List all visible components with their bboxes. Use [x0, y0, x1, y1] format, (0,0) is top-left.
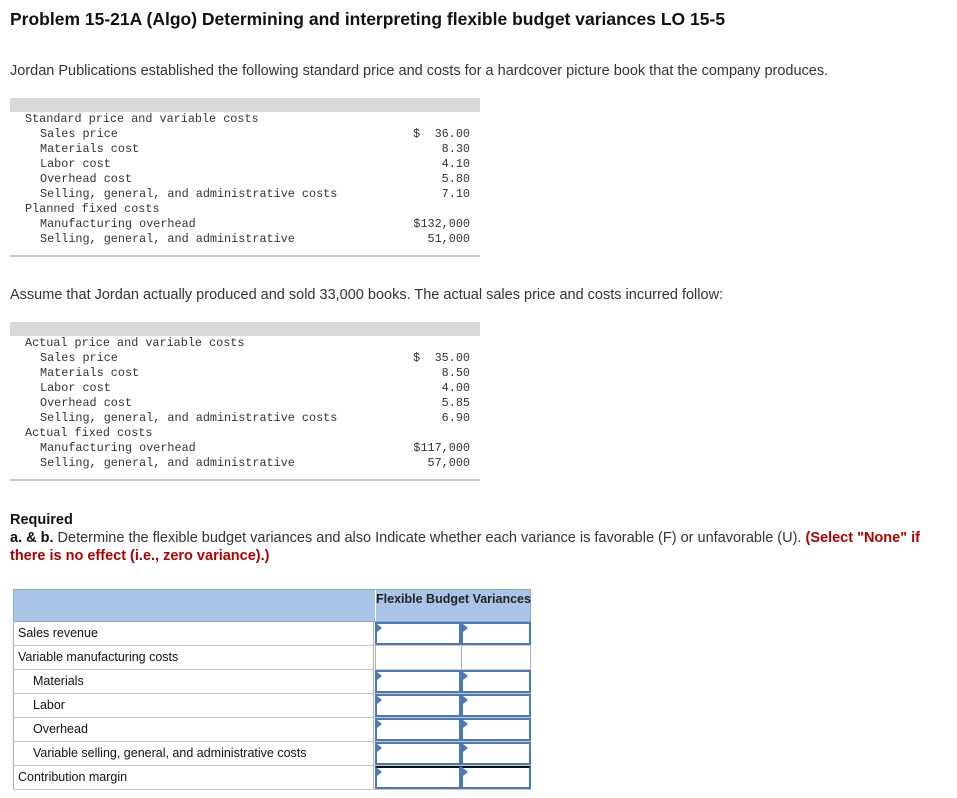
data-row — [10, 187, 480, 202]
data-row — [10, 351, 480, 366]
answer-row-label: Overhead — [13, 718, 374, 741]
row-label: Labor cost — [40, 157, 111, 171]
row-label: Selling, general, and administrative — [40, 456, 295, 470]
row-value: 5.80 — [441, 172, 470, 186]
answer-row — [13, 670, 531, 694]
data-row — [10, 396, 480, 411]
answer-row — [13, 694, 531, 718]
row-label: Sales price — [40, 351, 118, 365]
variance-type-select[interactable] — [461, 742, 531, 765]
answer-rows — [13, 622, 531, 790]
actual-costs-table — [10, 322, 480, 481]
variance-amount-input[interactable] — [375, 766, 461, 789]
row-label: Selling, general, and administrative costs — [40, 187, 338, 201]
currency-symbol: $ — [413, 351, 421, 365]
variance-type-select[interactable] — [461, 766, 531, 789]
table-header-band — [10, 322, 480, 336]
row-value: 57,000 — [427, 456, 470, 470]
row-value: $132,000 — [413, 217, 470, 231]
row-label: Overhead cost — [40, 396, 133, 410]
row-value: 8.30 — [441, 142, 470, 156]
instruction-text: Determine the flexible budget variances and also Indicate whether each variance is favorable (F) or unfavorable (U). — [53, 530, 806, 546]
row-label: Labor cost — [40, 381, 111, 395]
standard-costs-body — [10, 112, 480, 257]
row-label: Overhead cost — [40, 172, 133, 186]
table-header-band — [10, 98, 480, 112]
data-row — [10, 172, 480, 187]
actual-costs-body — [10, 336, 480, 481]
data-row — [10, 127, 480, 142]
row-label: Selling, general, and administrative — [40, 232, 295, 246]
variance-amount-input[interactable] — [375, 670, 461, 693]
problem-title: Problem 15-21A (Algo) Determining and interpreting flexible budget variances LO 15-5 — [10, 9, 726, 29]
column-header-flexible-budget-variances: Flexible Budget Variances — [375, 590, 531, 621]
variance-amount-input[interactable] — [375, 694, 461, 717]
variance-type-select[interactable] — [461, 694, 531, 717]
input-marker-icon — [377, 720, 382, 728]
data-row — [10, 157, 480, 172]
required-section — [10, 511, 940, 565]
data-row — [10, 202, 480, 217]
input-marker-icon — [463, 696, 468, 704]
row-label: Materials cost — [40, 142, 140, 156]
answer-row — [13, 766, 531, 790]
empty-cell — [375, 646, 461, 669]
required-heading: Required — [10, 512, 73, 528]
input-marker-icon — [377, 744, 382, 752]
row-label: Manufacturing overhead — [40, 441, 196, 455]
row-value: 6.90 — [441, 411, 470, 425]
answer-row-label: Contribution margin — [13, 766, 374, 789]
input-marker-icon — [377, 768, 382, 776]
row-value: 5.85 — [441, 396, 470, 410]
input-marker-icon — [463, 768, 468, 776]
row-value: 35.00 — [434, 351, 470, 365]
input-marker-icon — [463, 744, 468, 752]
answer-row — [13, 646, 531, 670]
answer-row-label: Materials — [13, 670, 374, 693]
variance-type-select[interactable] — [461, 718, 531, 741]
data-row — [10, 381, 480, 396]
data-row — [10, 112, 480, 127]
required-instruction — [10, 529, 940, 565]
answer-row — [13, 718, 531, 742]
input-marker-icon — [463, 720, 468, 728]
variance-amount-input[interactable] — [375, 718, 461, 741]
data-row — [10, 217, 480, 232]
data-row — [10, 336, 480, 351]
answer-row-label: Labor — [13, 694, 374, 717]
answer-row-label: Sales revenue — [13, 622, 374, 645]
data-row — [10, 456, 480, 471]
row-label: Selling, general, and administrative costs — [40, 411, 338, 425]
answer-row — [13, 622, 531, 646]
flexible-budget-answer-table — [13, 589, 531, 790]
answer-row-label: Variable manufacturing costs — [13, 646, 374, 669]
data-row — [10, 366, 480, 381]
row-label: Sales price — [40, 127, 118, 141]
row-label: Standard price and variable costs — [25, 112, 259, 126]
instruction-note: (Select "None" if there is no effect (i.e., zero variance).) — [10, 530, 920, 564]
data-row — [10, 411, 480, 426]
currency-symbol: $ — [413, 127, 421, 141]
row-label: Manufacturing overhead — [40, 217, 196, 231]
data-row — [10, 426, 480, 441]
input-marker-icon — [377, 624, 382, 632]
input-marker-icon — [377, 696, 382, 704]
row-value: 4.10 — [441, 157, 470, 171]
assumption-text: Assume that Jordan actually produced and sold 33,000 books. The actual sales price and costs incurred follow: — [10, 287, 724, 303]
row-value: 51,000 — [427, 232, 470, 246]
data-row — [10, 142, 480, 157]
row-value: 7.10 — [441, 187, 470, 201]
data-row — [10, 232, 480, 247]
variance-amount-input[interactable] — [375, 622, 461, 645]
standard-costs-table — [10, 98, 480, 257]
row-value: $117,000 — [413, 441, 470, 455]
row-value: 36.00 — [434, 127, 470, 141]
input-marker-icon — [377, 672, 382, 680]
row-value: 4.00 — [441, 381, 470, 395]
row-label: Actual fixed costs — [25, 426, 153, 440]
variance-amount-input[interactable] — [375, 742, 461, 765]
intro-text: Jordan Publications established the following standard price and costs for a hardcover picture book that the company produces. — [10, 63, 829, 79]
row-label: Materials cost — [40, 366, 140, 380]
variance-type-select[interactable] — [461, 622, 531, 645]
row-label: Actual price and variable costs — [25, 336, 245, 350]
answer-table-header — [13, 589, 531, 622]
input-marker-icon — [463, 624, 468, 632]
empty-cell — [461, 646, 531, 669]
input-marker-icon — [463, 672, 468, 680]
row-label: Planned fixed costs — [25, 202, 160, 216]
row-value: 8.50 — [441, 366, 470, 380]
part-label: a. & b. — [10, 530, 54, 546]
variance-type-select[interactable] — [461, 670, 531, 693]
answer-row — [13, 742, 531, 766]
data-row — [10, 441, 480, 456]
answer-row-label: Variable selling, general, and administrative costs — [13, 742, 374, 765]
